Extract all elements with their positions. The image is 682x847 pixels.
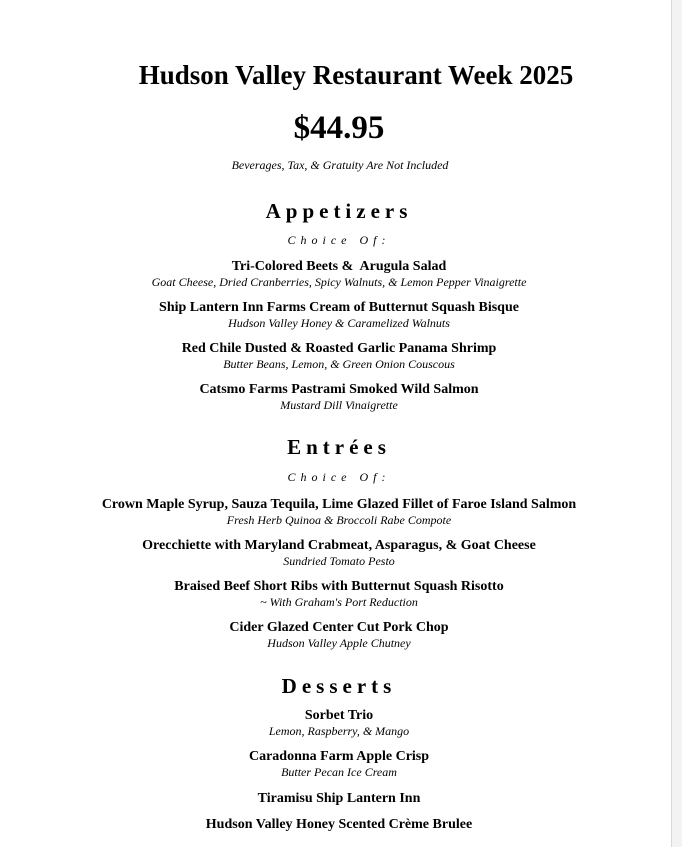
- entree-item-name: Cider Glazed Center Cut Pork Chop: [229, 620, 449, 635]
- dessert-item: [0, 816, 678, 833]
- appetizer-item-desc: Hudson Valley Honey & Caramelized Walnuts: [228, 316, 450, 330]
- appetizer-item-desc: Goat Cheese, Dried Cranberries, Spicy Walnuts, & Lemon Pepper Vinaigrette: [151, 275, 527, 289]
- appetizer-item-name: Ship Lantern Inn Farms Cream of Butternut Squash Bisque: [159, 300, 519, 315]
- appetizer-item: [0, 258, 678, 290]
- entree-item: [0, 496, 678, 528]
- menu-title: Hudson Valley Restaurant Week 2025: [138, 60, 574, 90]
- entree-item-name: Braised Beef Short Ribs with Butternut Squash Risotto: [174, 579, 504, 594]
- appetizers-heading: Appetizers: [265, 199, 413, 223]
- dessert-item-name: Hudson Valley Honey Scented Crème Brulee: [205, 817, 473, 832]
- entree-item: [0, 578, 678, 610]
- appetizers-choice-label: Choice Of:: [287, 233, 391, 247]
- entree-item-name: Orecchiette with Maryland Crabmeat, Asparagus, & Goat Cheese: [142, 538, 536, 553]
- appetizer-item: [0, 299, 678, 331]
- entree-item-name: Crown Maple Syrup, Sauza Tequila, Lime Glazed Fillet of Faroe Island Salmon: [101, 497, 577, 512]
- viewer-gutter: [672, 0, 682, 847]
- dessert-item-name: Caradonna Farm Apple Crisp: [248, 749, 430, 764]
- dessert-item-name: Tiramisu Ship Lantern Inn: [257, 791, 421, 806]
- appetizer-item-desc: Mustard Dill Vinaigrette: [280, 398, 398, 412]
- appetizer-item-name: Catsmo Farms Pastrami Smoked Wild Salmon: [199, 382, 479, 397]
- entree-item-desc: Fresh Herb Quinoa & Broccoli Rabe Compote: [226, 513, 452, 527]
- entree-item-desc: Hudson Valley Apple Chutney: [267, 636, 411, 650]
- appetizer-item: [0, 381, 678, 413]
- dessert-item: [0, 707, 678, 739]
- dessert-item: [0, 748, 678, 780]
- dessert-item-name: Sorbet Trio: [304, 708, 374, 723]
- entree-item: [0, 619, 678, 651]
- entrees-heading: Entrées: [287, 435, 391, 459]
- entrees-choice-label: Choice Of:: [287, 470, 391, 484]
- entree-item-desc: ~ With Graham's Port Reduction: [260, 595, 418, 609]
- appetizer-item-desc: Butter Beans, Lemon, & Green Onion Couscous: [223, 357, 455, 371]
- entree-item: [0, 537, 678, 569]
- price-note: Beverages, Tax, & Gratuity Are Not Included: [231, 158, 449, 172]
- appetizer-item: [0, 340, 678, 372]
- appetizer-item-name: Red Chile Dusted & Roasted Garlic Panama Shrimp: [181, 341, 497, 356]
- desserts-heading: Desserts: [281, 674, 397, 698]
- appetizer-item-name: Tri-Colored Beets & Arugula Salad: [231, 259, 447, 274]
- menu-price: $44.95: [293, 110, 385, 146]
- dessert-item-desc: Lemon, Raspberry, & Mango: [268, 724, 410, 738]
- dessert-item-desc: Butter Pecan Ice Cream: [281, 765, 397, 779]
- dessert-item: [0, 790, 678, 807]
- entree-item-desc: Sundried Tomato Pesto: [283, 554, 395, 568]
